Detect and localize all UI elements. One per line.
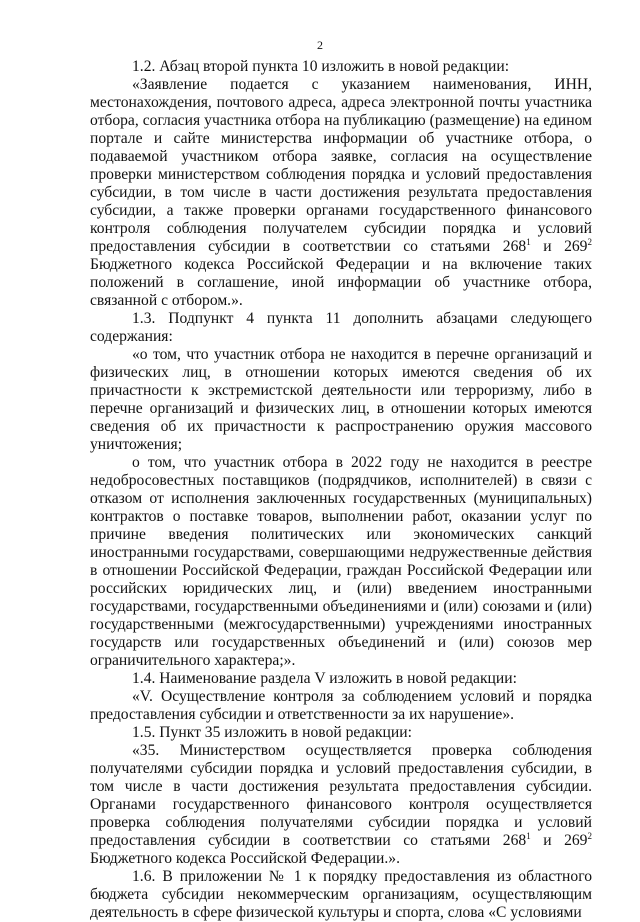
superscript: 2 (587, 831, 592, 841)
text-run: Бюджетного кодекса Российской Федерации и на включение таких положений в соглашение, иной информации об участнике отбора, связанной с отбором.». (90, 256, 592, 309)
text-run: Бюджетного кодекса Российской Федерации.». (90, 850, 400, 867)
superscript: 1 (526, 237, 531, 247)
paragraph-item-35 (90, 742, 592, 868)
document-body (90, 58, 592, 922)
paragraph-section-v-title: «V. Осуществление контроля за соблюдением условий и порядка предоставления субсидии и ответственности за их нарушение». (90, 688, 592, 723)
text-run: и 269 (530, 238, 588, 255)
superscript: 2 (587, 237, 592, 247)
paragraph-1-3: 1.3. Подпункт 4 пункта 11 дополнить абзацами следующего содержания: (90, 310, 592, 345)
text-run: и 269 (530, 832, 588, 849)
paragraph-unfair-suppliers: о том, что участник отбора в 2022 году не находится в реестре недобросовестных поставщиков (подрядчиков, исполнителей) в связи с отказом от исполнения заключенных государственных (муниципальных) контрактов о поставке товаров, выполнении работ, оказании услуг по причине введения политических или экономических санкций иностранными государствами, совершающими недружественные действия в отношении Российской Федерации, граждан Российской Федерации или российских юридических лиц, и (или) введением иностранными государствами, государственными объединениями и (или) союзами и (или) государственными (межгосударственными) учреждениями иностранных государств или государственных объединений и (или) союзов мер ограничительного характера;». (90, 454, 592, 669)
paragraph-application-text (90, 76, 592, 310)
paragraph-1-4: 1.4. Наименование раздела V изложить в новой редакции: (132, 670, 517, 687)
paragraph-1-2: 1.2. Абзац второй пункта 10 изложить в новой редакции: (132, 58, 510, 75)
paragraph-1-6: 1.6. В приложении № 1 к порядку предоставления из областного бюджета субсидии некоммерческим организациям, осуществляющим деятельность в сфере физической культуры и спорта, слова «С условиями (90, 868, 592, 921)
text-run: «35. Министерством осуществляется проверка соблюдения получателями субсидии порядка и условий предоставления субсидии, в том числе в части достижения результата предоставления субсидии. Органами государственного финансового контроля осуществляется проверка соблюдения получателями субсидии порядка и условий предоставления субсидии в соответствии со статьями 268 (90, 742, 592, 849)
paragraph-1-5: 1.5. Пункт 35 изложить в новой редакции: (132, 724, 412, 741)
text-run: «Заявление подается с указанием наименования, ИНН, местонахождения, почтового адреса, адреса электронной почты участника отбора, согласия участника отбора на публикацию (размещение) на едином портале и сайте министерства информации об участнике отбора, о подаваемой участником отбора заявке, согласия на осуществление проверки министерством соблюдения порядка и условий предоставления субсидии, в том числе в части достижения результата предоставления субсидии, а также проверки органами государственного финансового контроля соблюдения получателем субсидии порядка и условий предоставления субсидии в соответствии со статьями 268 (90, 76, 592, 255)
paragraph-extremism-list: «о том, что участник отбора не находится в перечне организаций и физических лиц, в отношении которых имеются сведения об их причастности к экстремистской деятельности или терроризму, либо в перечне организаций и физических лиц, в отношении которых имеются сведения об их причастности к распространению оружия массового уничтожения; (90, 346, 592, 453)
superscript: 1 (526, 831, 531, 841)
page-number: 2 (317, 38, 323, 52)
